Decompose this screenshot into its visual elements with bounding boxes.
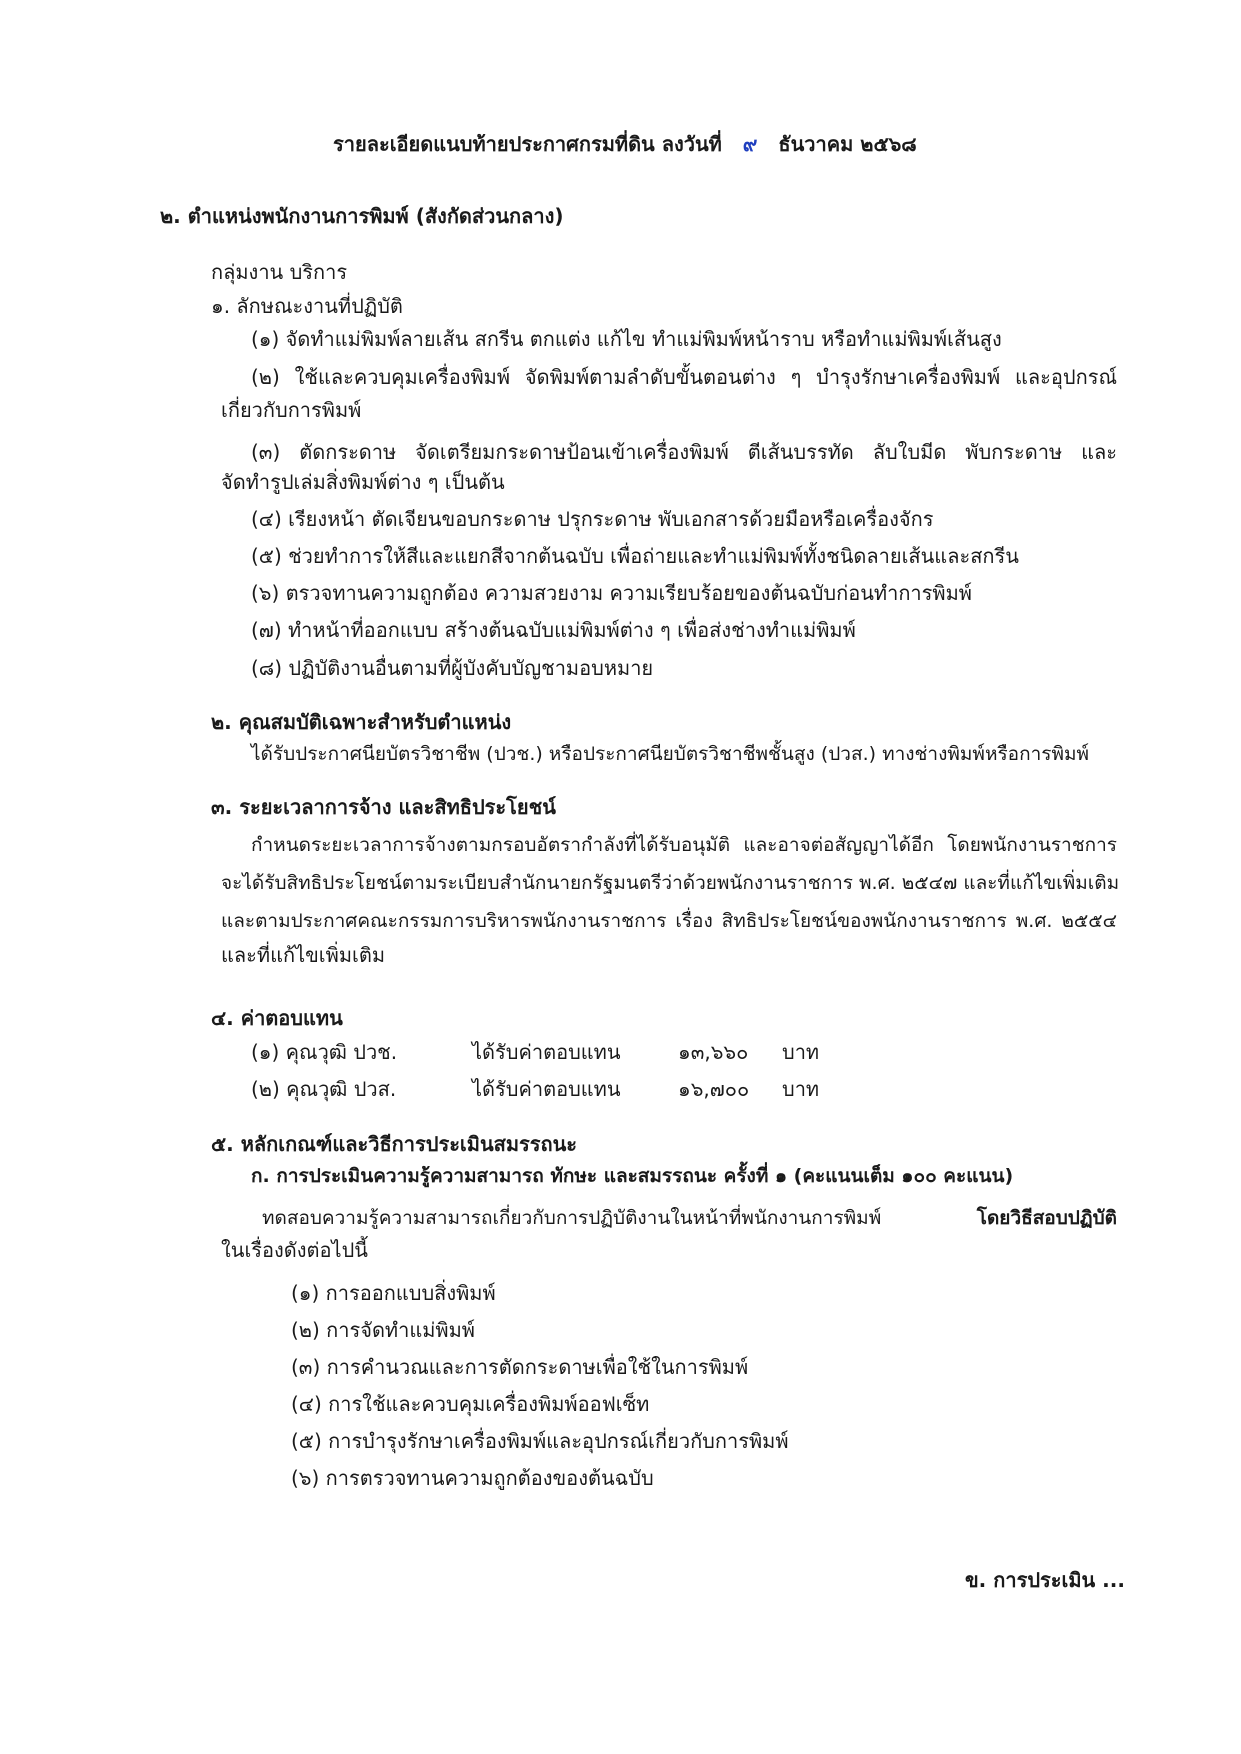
duty-item: (๖) ตรวจทานความถูกต้อง ความสวยงาม ความเรียบร้อยของต้นฉบับก่อนทำการพิมพ์ [251,581,972,605]
compensation-unit: บาท [782,1077,820,1101]
compensation-unit: บาท [782,1040,820,1064]
assessment-topic: (๓) การคำนวณและการตัดกระดาษเพื่อใช้ในการพิมพ์ [291,1355,749,1379]
duty-item-continued: จัดทำรูปเล่มสิ่งพิมพ์ต่าง ๆ เป็นต้น [221,470,505,494]
assessment-intro [262,1203,1117,1233]
assessment-intro-continued: ในเรื่องดังต่อไปนี้ [221,1238,368,1262]
assessment-topic: (๒) การจัดทำแม่พิมพ์ [291,1318,475,1342]
duty-item: (๕) ช่วยทำการให้สีและแยกสีจากต้นฉบับ เพื่อถ่ายและทำแม่พิมพ์ทั้งชนิดลายเส้นและสกรีน [251,544,1019,568]
section-3-heading: ๓. ระยะเวลาการจ้าง และสิทธิประโยชน์ [211,795,556,819]
section-1-heading: ๑. ลักษณะงานที่ปฏิบัติ [211,294,403,318]
document-header [333,134,917,154]
assessment-sub-heading: ก. การประเมินความรู้ความสามารถ ทักษะ และสมรรถนะ ครั้งที่ ๑ (คะแนนเต็ม ๑๐๐ คะแนน) [251,1165,1014,1187]
compensation-amount: ๑๖,๗๐๐ [678,1077,750,1101]
compensation-label: ได้รับค่าตอบแทน [472,1077,621,1101]
employment-text-line: กำหนดระยะเวลาการจ้างตามกรอบอัตรากำลังที่ได้รับอนุมัติ และอาจต่อสัญญาได้อีก โดยพนักงานราชการ [251,834,1117,856]
assessment-topic: (๑) การออกแบบสิ่งพิมพ์ [291,1281,496,1305]
assessment-topic: (๔) การใช้และควบคุมเครื่องพิมพ์ออฟเซ็ท [291,1392,650,1416]
section-2-heading: ๒. คุณสมบัติเฉพาะสำหรับตำแหน่ง [211,710,512,734]
section-4-heading: ๔. ค่าตอบแทน [211,1006,343,1030]
employment-text-line: จะได้รับสิทธิประโยชน์ตามระเบียบสำนักนายกรัฐมนตรีว่าด้วยพนักงานราชการ พ.ศ. ๒๕๔๗ และที่แก้ไขเพิ่มเติม [221,872,1120,894]
employment-text-line: และตามประกาศคณะกรรมการบริหารพนักงานราชการ เรื่อง สิทธิประโยชน์ของพนักงานราชการ พ.ศ. ๒๕๕๔ [221,910,1117,932]
position-title: ๒. ตำแหน่งพนักงานการพิมพ์ (สังกัดส่วนกลาง) [160,204,564,228]
compensation-qualification: (๒) คุณวุฒิ ปวส. [251,1077,397,1101]
compensation-amount: ๑๓,๖๖๐ [678,1040,749,1064]
continuation-note: ข. การประเมิน ... [965,1568,1125,1592]
job-group: กลุ่มงาน บริการ [211,260,348,284]
assessment-method: โดยวิธีสอบปฏิบัติ [976,1207,1117,1229]
duty-item: (๑) จัดทำแม่พิมพ์ลายเส้น สกรีน ตกแต่ง แก้ไข ทำแม่พิมพ์หน้าราบ หรือทำแม่พิมพ์เส้นสูง [251,327,1002,351]
compensation-label: ได้รับค่าตอบแทน [472,1040,621,1064]
compensation-qualification: (๑) คุณวุฒิ ปวช. [251,1040,398,1064]
assessment-topic: (๖) การตรวจทานความถูกต้องของต้นฉบับ [291,1466,654,1490]
qualification-text: ได้รับประกาศนียบัตรวิชาชีพ (ปวช.) หรือประกาศนียบัตรวิชาชีพชั้นสูง (ปวส.) ทางช่างพิมพ์หรือการพิมพ์ [251,743,1090,765]
duty-item: (๘) ปฏิบัติงานอื่นตามที่ผู้บังคับบัญชามอบหมาย [251,656,654,680]
assessment-intro-text: ทดสอบความรู้ความสามารถเกี่ยวกับการปฏิบัติงานในหน้าที่พนักงานการพิมพ์ [262,1207,882,1229]
duty-item: (๒) ใช้และควบคุมเครื่องพิมพ์ จัดพิมพ์ตามลำดับขั้นตอนต่าง ๆ บำรุงรักษาเครื่องพิมพ์ และอุปกรณ์ [251,365,1118,389]
duty-item: (๓) ตัดกระดาษ จัดเตรียมกระดาษป้อนเข้าเครื่องพิมพ์ ตีเส้นบรรทัด ลับใบมีด พับกระดาษ และ [251,440,1117,464]
duty-item: (๔) เรียงหน้า ตัดเจียนขอบกระดาษ ปรุกระดาษ พับเอกสารด้วยมือหรือเครื่องจักร [251,507,934,531]
duty-item-continued: เกี่ยวกับการพิมพ์ [221,398,362,422]
header-prefix: รายละเอียดแนบท้ายประกาศกรมที่ดิน ลงวันที่ [333,132,722,156]
header-month-year: ธันวาคม ๒๕๖๘ [778,132,917,156]
assessment-topic: (๕) การบำรุงรักษาเครื่องพิมพ์และอุปกรณ์เกี่ยวกับการพิมพ์ [291,1429,789,1453]
duty-item: (๗) ทำหน้าที่ออกแบบ สร้างต้นฉบับแม่พิมพ์ต่าง ๆ เพื่อส่งช่างทำแม่พิมพ์ [251,618,856,642]
section-5-heading: ๕. หลักเกณฑ์และวิธีการประเมินสมรรถนะ [211,1132,578,1156]
employment-text-line: และที่แก้ไขเพิ่มเติม [221,943,386,967]
header-day: ๙ [742,132,758,156]
